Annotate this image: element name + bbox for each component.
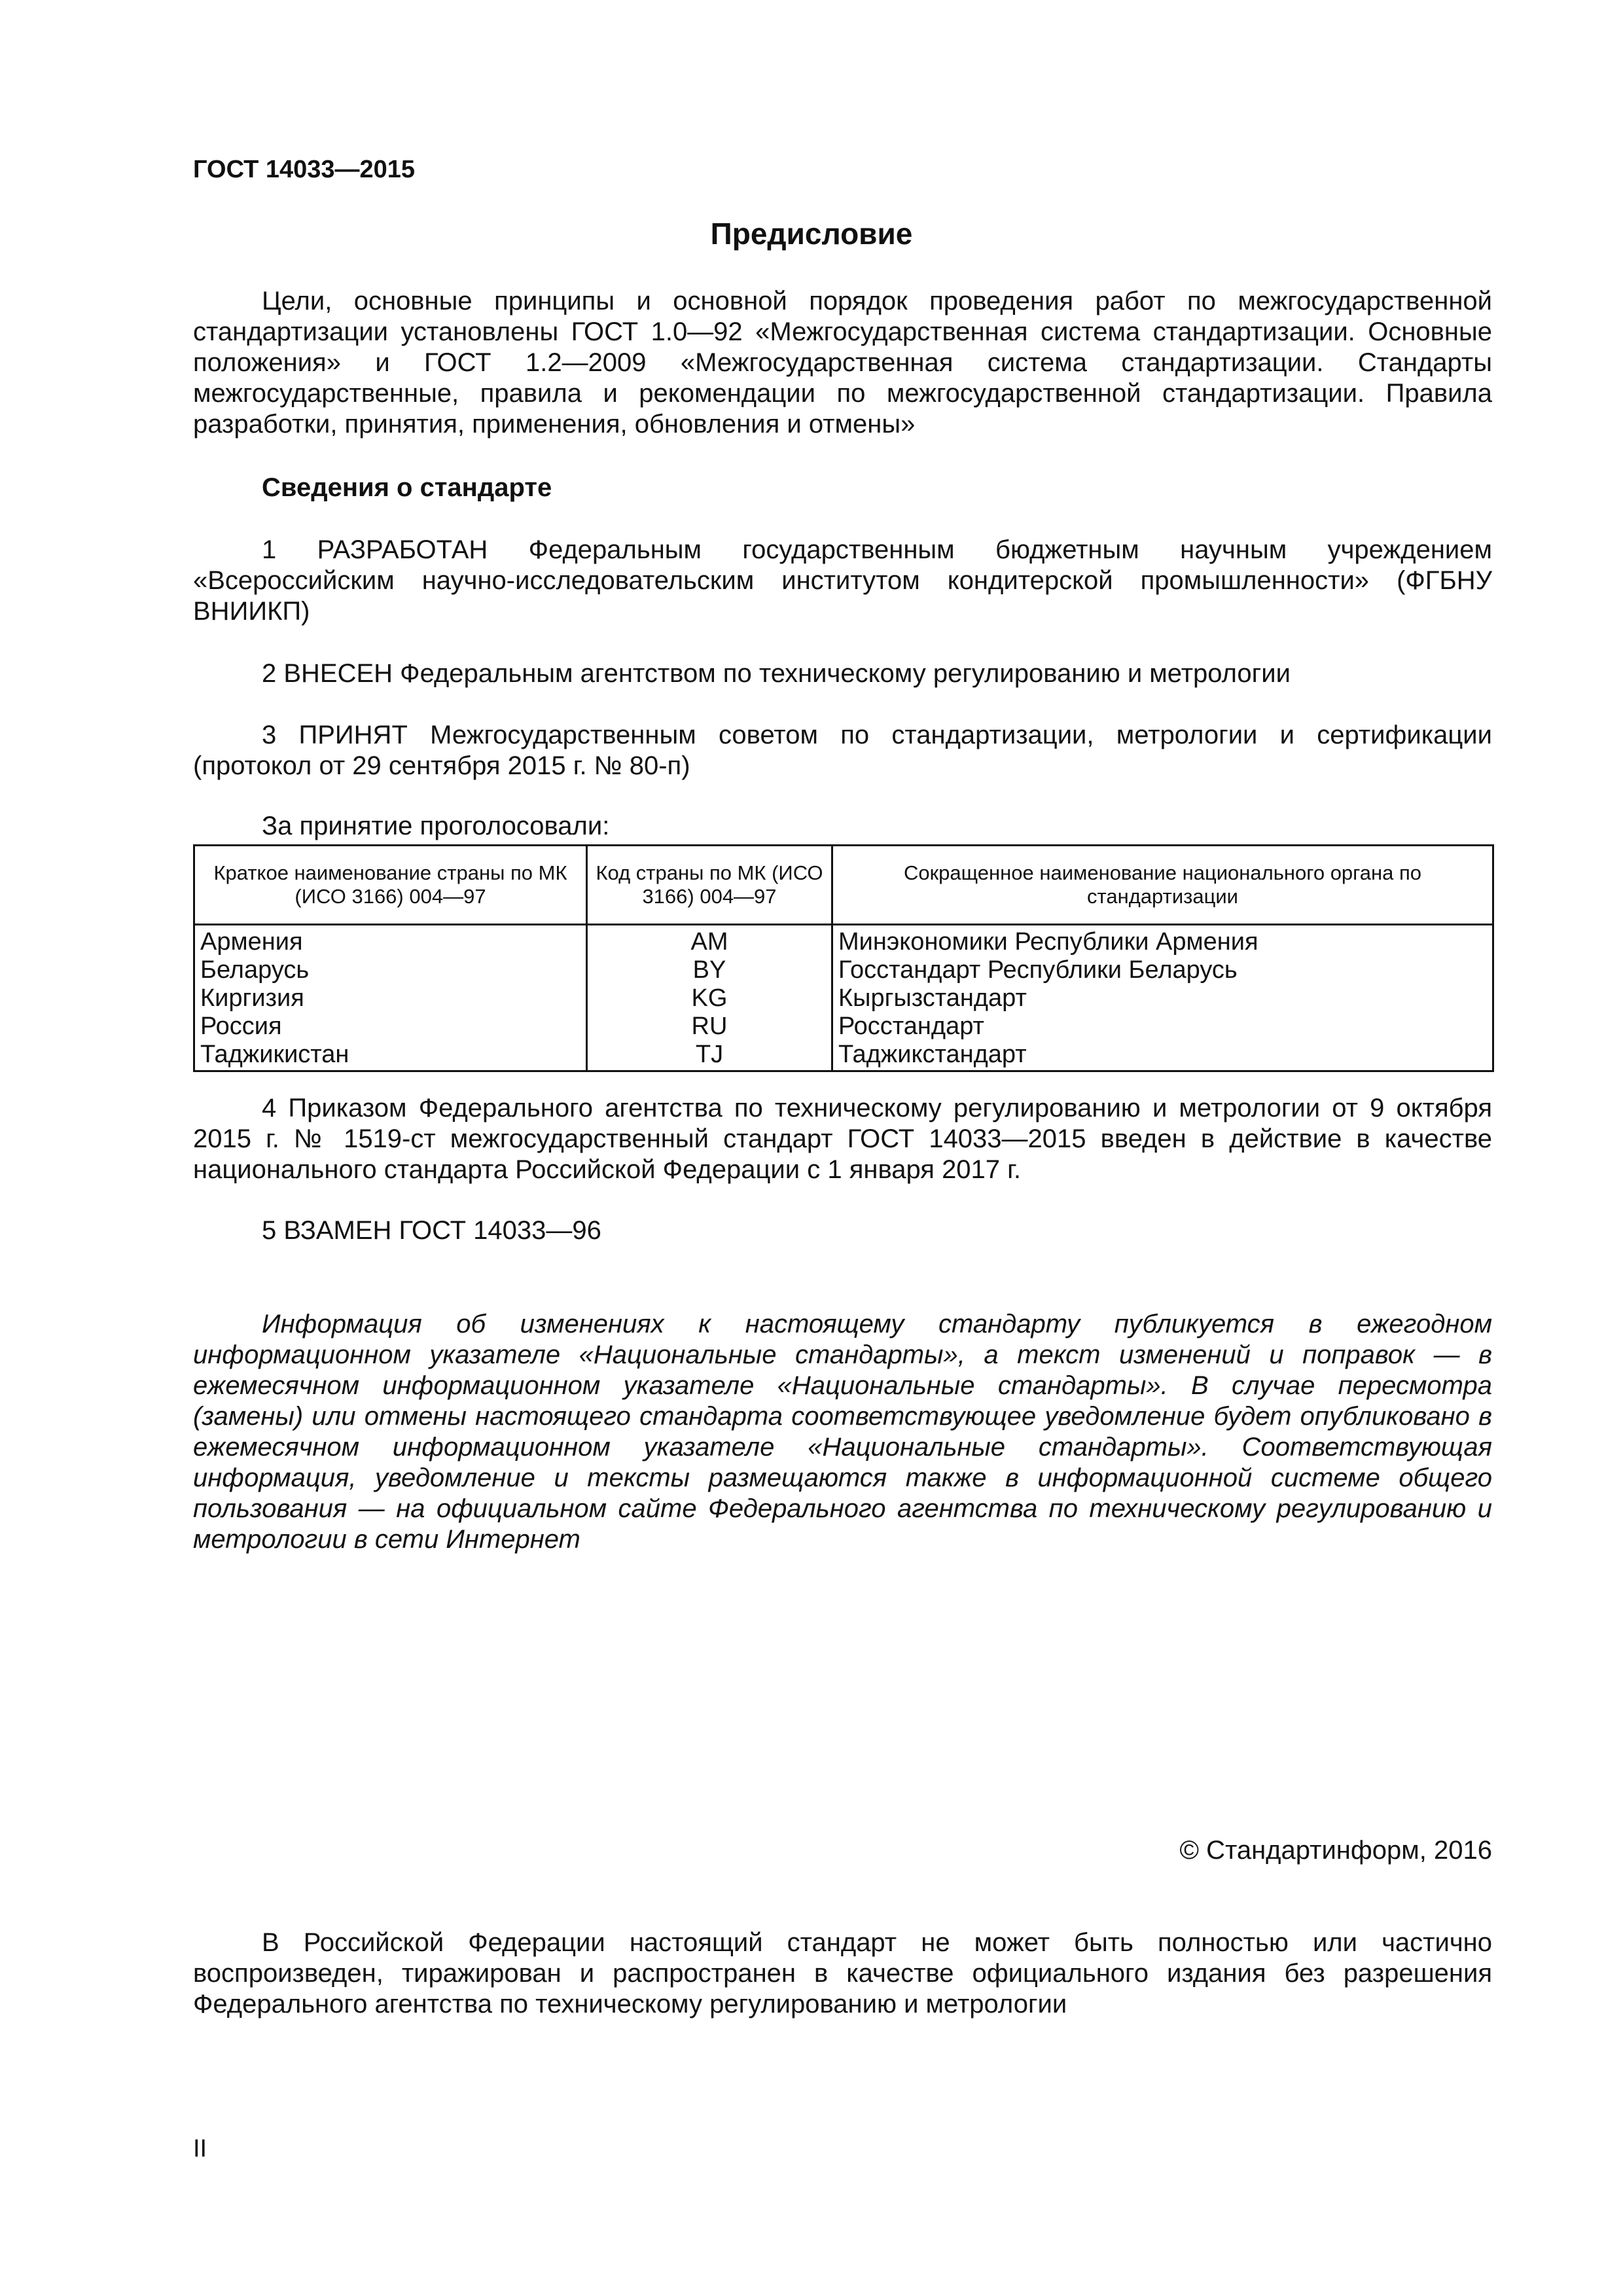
info-heading: Сведения о стандарте bbox=[262, 473, 552, 502]
country-cell: Армения bbox=[194, 925, 587, 957]
org-cell: Минэкономики Республики Армения bbox=[832, 925, 1493, 957]
country-cell: Таджикистан bbox=[194, 1041, 587, 1071]
page-number: II bbox=[193, 2135, 207, 2162]
reproduction-notice: В Российской Федерации настоящий стандарт не может быть полностью или частично воспроизведен, тиражирован и распространен в качестве официального издания без разрешения Федерального агентства по техническому регулированию и метрологии bbox=[193, 1928, 1492, 2018]
voting-table bbox=[193, 844, 1494, 1072]
item-3-paragraph: 3 ПРИНЯТ Межгосударственным советом по стандартизации, метрологии и сертификации (протокол от 29 сентября 2015 г. № 80-п) bbox=[193, 721, 1492, 780]
code-cell: AM bbox=[587, 925, 832, 957]
table-row bbox=[194, 1041, 1493, 1071]
item-1-paragraph: 1 РАЗРАБОТАН Федеральным государственным бюджетным научным учреждением «Всероссийским научно-исследовательским институтом кондитерской промышленности» (ФГБНУ ВНИИКП) bbox=[193, 535, 1492, 626]
org-cell: Росстандарт bbox=[832, 1013, 1493, 1041]
country-cell: Беларусь bbox=[194, 956, 587, 984]
country-cell: Киргизия bbox=[194, 984, 587, 1013]
table-row bbox=[194, 1013, 1493, 1041]
table-row bbox=[194, 925, 1493, 957]
intro-paragraph: Цели, основные принципы и основной порядок проведения работ по межгосударственной стандартизации установлены ГОСТ 1.0—92 «Межгосударственная система стандартизации. Основные положения» и ГОСТ 1.2—2009 «Межгосударственная система стандартизации. Стандарты межгосударственные, правила и рекомендации по межгосударственной стандартизации. Правила разработки, принятия, применения, обновления и отмены» bbox=[193, 287, 1492, 439]
document-header: ГОСТ 14033—2015 bbox=[193, 156, 416, 183]
changes-info-paragraph: Информация об изменениях к настоящему стандарту публикуется в ежегодном информационном указателе «Национальные стандарты», а текст изменений и поправок — в ежемесячном информационном указателе «Национальные стандарты». В случае пересмотра (замены) или отмены настоящего стандарта соответствующее уведомление будет опубликовано в ежемесячном информационном указателе «Национальные стандарты». Соответствующая информация, уведомление и тексты размещаются также в информационной системе общего пользования — на официальном сайте Федерального агентства по техническому регулированию и метрологии в сети Интернет bbox=[193, 1310, 1492, 1554]
code-cell: TJ bbox=[587, 1041, 832, 1071]
org-cell: Госстандарт Республики Беларусь bbox=[832, 956, 1493, 984]
code-cell: RU bbox=[587, 1013, 832, 1041]
table-row bbox=[194, 984, 1493, 1013]
header-country: Краткое наименование страны по МК (ИСО 3166) 004—97 bbox=[194, 846, 587, 925]
table-row bbox=[194, 956, 1493, 984]
header-org: Сокращенное наименование национального органа по стандартизации bbox=[832, 846, 1493, 925]
header-code: Код страны по МК (ИСО 3166) 004—97 bbox=[587, 846, 832, 925]
org-cell: Кыргызстандарт bbox=[832, 984, 1493, 1013]
country-cell: Россия bbox=[194, 1013, 587, 1041]
vote-caption: За принятие проголосовали: bbox=[262, 812, 610, 840]
code-cell: KG bbox=[587, 984, 832, 1013]
item-5-paragraph: 5 ВЗАМЕН ГОСТ 14033—96 bbox=[262, 1216, 601, 1245]
page-title: Предисловие bbox=[710, 217, 913, 251]
table-header-row bbox=[194, 846, 1493, 925]
item-4-paragraph: 4 Приказом Федерального агентства по техническому регулированию и метрологии от 9 октября 2015 г. № 1519-ст межгосударственный стандарт ГОСТ 14033—2015 введен в действие в качестве национального стандарта Российской Федерации с 1 января 2017 г. bbox=[193, 1094, 1492, 1184]
copyright-line: © Стандартинформ, 2016 bbox=[1179, 1836, 1492, 1865]
item-2-paragraph: 2 ВНЕСЕН Федеральным агентством по техническому регулированию и метрологии bbox=[262, 659, 1291, 688]
org-cell: Таджикстандарт bbox=[832, 1041, 1493, 1071]
code-cell: BY bbox=[587, 956, 832, 984]
